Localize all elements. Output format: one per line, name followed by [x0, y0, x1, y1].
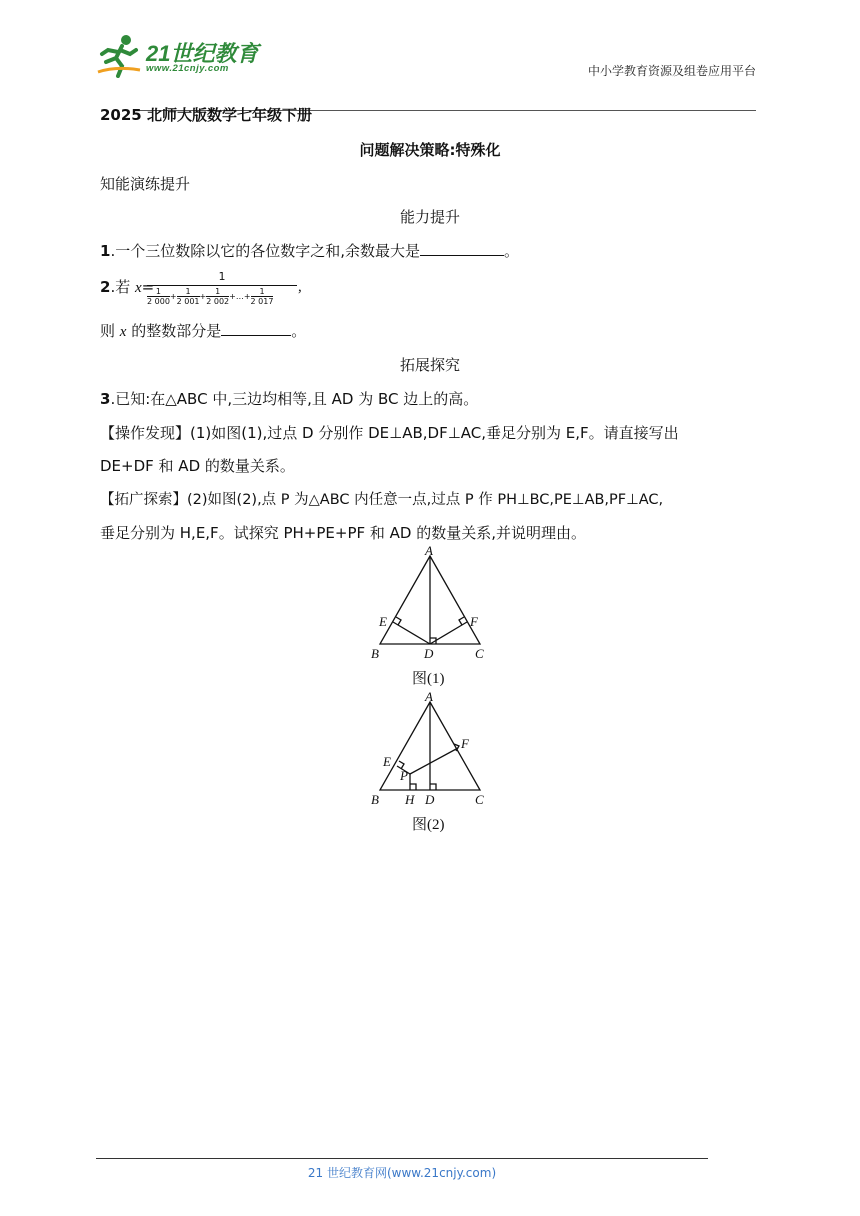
label-f: F	[470, 614, 478, 629]
plus-sign: +	[243, 292, 251, 301]
answer-blank-1[interactable]	[420, 241, 504, 256]
caption-prefix: 图	[412, 669, 428, 687]
denominator-term: 2 001	[176, 297, 200, 306]
question-3-line-2: 【操作发现】(1)如图(1),过点 D 分别作 DE⊥AB,DF⊥AC,垂足分别为 E,F。请直接写出	[100, 424, 679, 442]
denominator-term: 2 017	[250, 297, 274, 306]
equals-sign: =	[141, 278, 155, 296]
variable-x: x	[119, 324, 127, 340]
subsection-explore: 拓展探究	[399, 356, 460, 374]
right-angle-mark-h	[410, 784, 416, 790]
page-title: 问题解决策略:特殊化	[359, 141, 501, 159]
question-1-end: 。	[503, 242, 519, 260]
plus-sign: +	[229, 292, 236, 301]
denominator-term-numerator: 1	[155, 287, 161, 296]
label-p: P	[400, 768, 408, 783]
question-2-number: 2	[100, 278, 111, 296]
question-2-line2-end: 。	[291, 322, 307, 340]
figure-2-caption	[412, 813, 445, 834]
caption-number: (1)	[427, 671, 445, 687]
figure-1-caption	[412, 667, 445, 688]
question-2-line2-prefix: 则	[100, 322, 120, 340]
question-3-number: 3	[100, 390, 111, 408]
denominator-term-numerator: 1	[215, 287, 221, 296]
question-3-line-1	[100, 388, 478, 410]
page-header	[96, 32, 756, 80]
denominator-term-numerator: 1	[185, 287, 191, 296]
header-platform-text: 中小学教育资源及组卷应用平台	[587, 64, 756, 78]
question-3-line-5: 垂足分别为 H,E,F。试探究 PH+PE+PF 和 AD 的数量关系,并说明理由。	[100, 524, 587, 542]
label-d: D	[424, 646, 434, 661]
label-d: D	[425, 792, 435, 807]
label-c: C	[475, 646, 484, 661]
question-1	[100, 240, 519, 262]
answer-blank-2[interactable]	[221, 321, 291, 336]
runner-logo-icon	[96, 32, 146, 78]
label-a: A	[425, 690, 433, 704]
question-2-comma: ,	[298, 279, 302, 295]
label-c: C	[475, 792, 484, 807]
variable-x: x	[134, 280, 142, 296]
book-title: 2025 北师大版数学七年级下册	[100, 106, 312, 124]
question-2-line2-text: 的整数部分是	[126, 322, 222, 340]
fraction-numerator: 1	[218, 270, 226, 283]
fraction-bar	[147, 285, 297, 286]
label-a: A	[425, 546, 433, 558]
label-e: E	[383, 754, 391, 769]
question-1-text: .一个三位数除以它的各位数字之和,余数最大是	[110, 242, 420, 260]
caption-number: (2)	[427, 817, 445, 833]
question-3-line-3: DE+DF 和 AD 的数量关系。	[100, 457, 295, 475]
question-2-lead: .若	[110, 278, 135, 296]
fraction-denominator	[147, 287, 307, 306]
plus-sign: +	[169, 292, 177, 301]
denominator-term: 2 002	[206, 297, 230, 306]
subsection-ability: 能力提升	[399, 208, 460, 226]
plus-sign: +	[199, 292, 207, 301]
logo-url: www.21cnjy.com	[146, 63, 229, 74]
segment-pf	[410, 748, 458, 774]
question-1-number: 1	[100, 242, 111, 260]
label-b: B	[371, 792, 379, 807]
denominator-term: 2 000	[147, 297, 170, 306]
question-3-given: .已知:在△ABC 中,三边均相等,且 AD 为 BC 边上的高。	[110, 390, 479, 408]
label-e: E	[379, 614, 387, 629]
logo-text: 21世纪教育	[146, 41, 259, 66]
label-b: B	[371, 646, 379, 661]
figure-2-diagram	[368, 690, 498, 810]
question-3-line-4: 【拓广探索】(2)如图(2),点 P 为△ABC 内任意一点,过点 P 作 PH⊥BC,PE⊥AB,PF⊥AC,	[100, 492, 664, 508]
figure-1-diagram	[368, 546, 498, 664]
label-f: F	[461, 736, 469, 751]
denominator-term-numerator: 1	[259, 287, 265, 296]
site-logo[interactable]	[96, 32, 266, 78]
caption-prefix: 图	[412, 815, 428, 833]
question-2-line-2	[100, 320, 306, 343]
section-heading: 知能演练提升	[100, 175, 191, 193]
right-angle-mark-d	[430, 784, 436, 790]
footer-divider	[96, 1158, 708, 1159]
label-h: H	[405, 792, 415, 807]
footer-link[interactable]: 21 世纪教育网(www.21cnjy.com)	[307, 1166, 497, 1180]
ellipsis: …	[235, 292, 244, 301]
